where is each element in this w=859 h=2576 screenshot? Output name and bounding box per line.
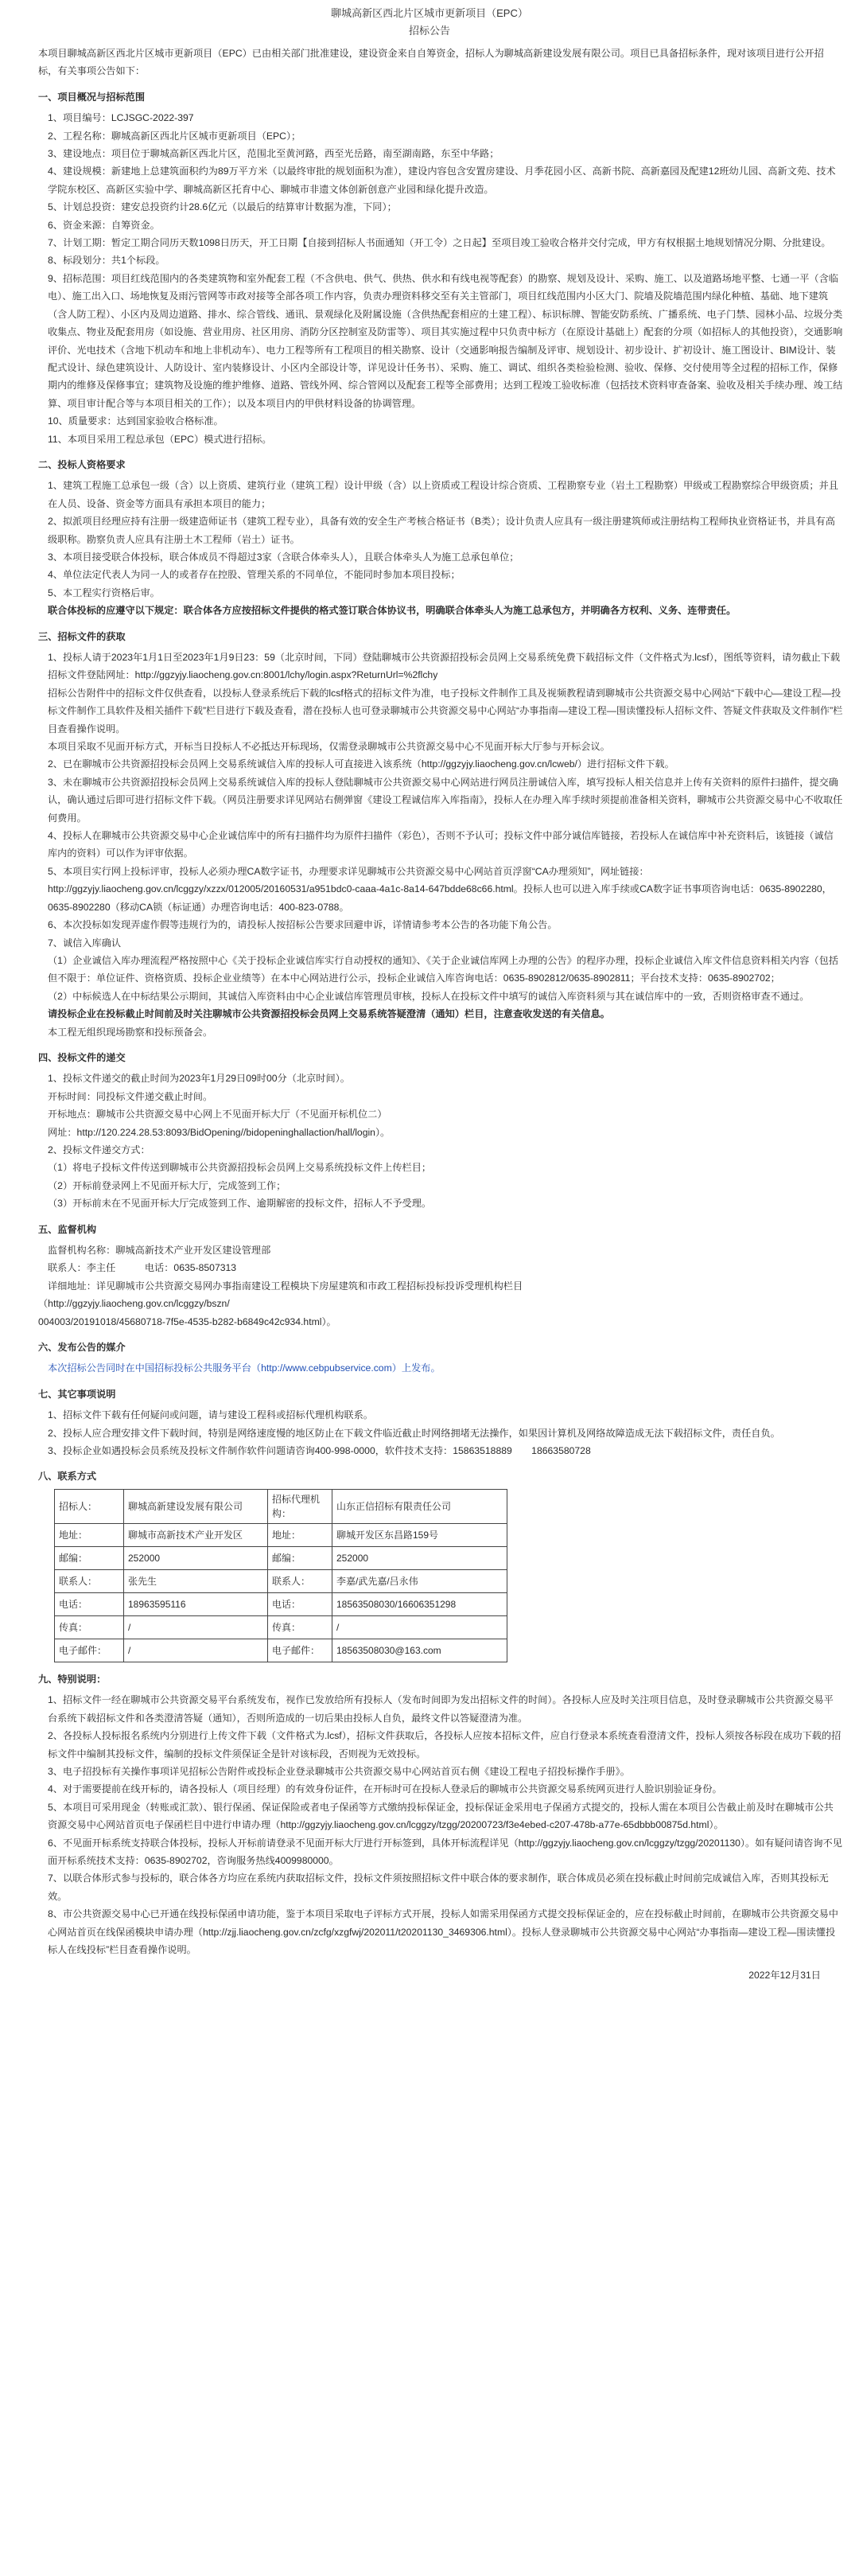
table-cell: 邮编： — [268, 1546, 332, 1569]
s4-item: 开标地点：聊城市公共资源交易中心网上不见面开标大厅（不见面开标机位二） — [48, 1109, 387, 1120]
page-title: 聊城高新区西北片区城市更新项目（EPC） — [331, 7, 528, 19]
table-cell: 252000 — [332, 1546, 507, 1569]
s3-item: 本项目采取不见面开标方式，开标当日投标人不必抵达开标现场，仅需登录聊城市公共资源交易中心不见面开标大厅参与开标会议。 — [48, 741, 610, 753]
table-cell: 18563508030/16606351298 — [332, 1592, 507, 1615]
s3-item: 招标公告附件中的招标文件仅供查看，以投标人登录系统后下载的lcsf格式的招标文件为准，电子投标文件制作工具及视频教程请到聊城市公共资源交易中心网站“下载中心—建设工程—投标文件制作工具软件及相关插件下载”栏目进行下载及查看，潜在投标人也可登录聊城市公共资源交易中心网站“办事指南—建设工程—围读懂投标人招标文件、答疑文件获取及文件制作”栏目查看操作说明。 — [48, 687, 843, 735]
s9-item: 1、招标文件一经在聊城市公共资源交易平台系统发布，视作已发放给所有投标人（发布时间即为发出招标文件的时间）。各投标人应及时关注项目信息，及时登录聊城市公共资源交易平台系统下载招标文件和各类澄清答疑（通知），否则所造成的一切后果由投标人自负，最终文件以答疑澄清为准。 — [48, 1694, 834, 1724]
s5-item: 联系人：李主任 电话：0635-8507313 — [48, 1262, 237, 1274]
s2-item: 4、单位法定代表人为同一人的或者存在控股、管理关系的不同单位，不能同时参加本项目投标； — [48, 569, 461, 581]
s1-item: 10、质量要求：达到国家验收合格标准。 — [48, 415, 223, 427]
s7-item: 1、招标文件下载有任何疑问或问题，请与建设工程科或招标代理机构联系。 — [48, 1409, 373, 1421]
publish-date: 2022年12月31日 — [748, 1970, 821, 1982]
s5-link[interactable]: 004003/20191018/45680718-7f5e-4535-b282-b6849c42c934.html）。 — [38, 1315, 336, 1327]
s3-item: 1、投标人请于2023年1月1日至2023年1月9日23：59（北京时间，下同）登陆聊城市公共资源招投标会员网上交易系统免费下载招标文件（文件格式为.lcsf），图纸等资料，请勿截止下载招标文件登陆网址：http://ggzyjy.liaocheng.gov.cn:8001/lchy/login.aspx?ReturnUrl=%2flchy — [48, 652, 841, 681]
union-note: 联合体投标的应遵守以下规定：联合体各方应按招标文件提供的格式签订联合体协议书，明确联合体牵头人为施工总承包方，并明确各方权利、义务、连带责任。 — [48, 605, 737, 617]
s1-item: 2、工程名称：聊城高新区西北片区城市更新项目（EPC）； — [48, 130, 301, 142]
table-cell: 电子邮件： — [55, 1639, 124, 1662]
s7-item: 3、投标企业如遇投标会员系统及投标文件制作软件问题请咨询400-998-0000，软件技术支持：15863518889 18663580728 — [48, 1445, 591, 1457]
table-cell: 山东正信招标有限责任公司 — [332, 1489, 507, 1523]
s9-item: 7、以联合体形式参与投标的，联合体各方均应在系统内获取招标文件，投标文件须按照招标文件中联合体的要求制作，联合体成员必须在投标截止时间前完成诚信入库，否则其投标无效。 — [48, 1873, 829, 1902]
table-cell: 聊城市高新技术产业开发区 — [124, 1523, 268, 1546]
s3-item: 7、诚信入库确认 — [48, 937, 122, 949]
section-6-title: 六、发布公告的媒介 — [38, 1342, 126, 1354]
table-cell: 聊城高新建设发展有限公司 — [124, 1489, 268, 1523]
table-cell: 传真： — [268, 1615, 332, 1639]
s1-item: 5、计划总投资：建安总投资约计28.6亿元（以最后的结算审计数据为准，下同）； — [48, 201, 397, 213]
s4-item: （2）开标前登录网上不见面开标大厅，完成签到工作； — [48, 1179, 286, 1191]
s1-item: 9、招标范围：项目红线范围内的各类建筑物和室外配套工程（不含供电、供气、供热、供水和有线电视等配套）的勘察、规划及设计、采购、施工、以及道路场地平整、七通一平（含临电）、施工出入口、场地恢复及雨污管网等市政对接等全部各项工作内容，负责办理资料移交至有关主管部门，项目红线范围内小区大门、院墙及院墙范围内绿化种植、基础、地下建筑（含人防工程）、小区内及周边道路、排水、综合管线、通讯、景观绿化及附属设施（含供热配套相应的土建工程）、标识标牌、智能安防系统、广播系统、电子门禁、园林小品、垃圾分类收集点、物业及配套用房（如设施、营业用房、社区用房、消防分区控制室及防雷等）、项目其实施过程中只负责中标方（在原设计基础上）配套的分项（如招标人的其他投资），交通影响评价、光电技术（含地下机动车和地上非机动车）、电力工程等所有工程项目的相关勘察、设计（交通影响报告编制及评审、规划设计、初步设计、扩初设计、施工图设计、BIM设计、装配式设计、绿色建筑设计、人防设计、室内装修设计、小区内全部设计等，详见设计任务书）、采购、施工、调试、组织各类检验检测、验收、保修、交付使用等全过程的招标工作，保修期内的维修及保修事宜；建筑物及设施的维护维修、道路、管线外网、综合管网以及配套工程等全部费用；达到工程竣工验收标准（包括技术资料审查备案、验收及相关手续办理、竣工结算、项目审计配合等与本项目相关的工作）；以及本项目内的甲供材料设备的协调管理。 — [48, 272, 843, 409]
table-cell: 李嘉/武先嘉/吕永伟 — [332, 1569, 507, 1592]
s4-item: 开标时间：同投标文件递交截止时间。 — [48, 1090, 213, 1102]
s4-item: （1）将电子投标文件传送到聊城市公共资源招投标会员网上交易系统投标文件上传栏目； — [48, 1162, 432, 1174]
s9-item: 4、对于需要提前在线开标的，请各投标人（项目经理）的有效身份证件，在开标时可在投标人登录后的聊城市公共资源交易系统网页进行人脸识别验证身份。 — [48, 1783, 722, 1795]
table-row — [55, 1592, 507, 1615]
table-cell: 聊城开发区东昌路159号 — [332, 1523, 507, 1546]
s1-item: 6、资金来源：自筹资金。 — [48, 219, 160, 231]
table-cell: / — [124, 1615, 268, 1639]
table-cell: 邮编： — [55, 1546, 124, 1569]
s1-item: 7、计划工期：暂定工期合同历天数1098日历天，开工日期【自接到招标人书面通知（开工令）之日起】至项目竣工验收合格并交付完成，甲方有权根据土地规划情况分期、分批建设。 — [48, 237, 831, 249]
s1-item: 3、建设地点：项目位于聊城高新区西北片区，范围北至黄河路，西至光岳路，南至湖南路，东至中华路； — [48, 148, 499, 160]
table-cell: 地址： — [268, 1523, 332, 1546]
s4-item: 2、投标文件递交方式： — [48, 1144, 150, 1155]
table-cell: 252000 — [124, 1546, 268, 1569]
section-7-title: 七、其它事项说明 — [38, 1388, 116, 1400]
table-cell: 联系人： — [55, 1569, 124, 1592]
table-cell: 招标人： — [55, 1489, 124, 1523]
section-5-title: 五、监督机构 — [38, 1223, 97, 1235]
section-2-title: 二、投标人资格要求 — [38, 458, 126, 470]
section-9-title: 九、特别说明： — [38, 1673, 107, 1685]
table-cell: 张先生 — [124, 1569, 268, 1592]
table-cell: / — [124, 1639, 268, 1662]
s9-item: 6、不见面开标系统支持联合体投标，投标人开标前请登录不见面开标大厅进行开标签到，具体开标流程详见（http://ggzyjy.liaocheng.gov.cn/lcggzy/tzgg/20201130）。如有疑问请咨询不见面开标系统技术支持：0635-8902702，咨询服务热线4009980000。 — [48, 1837, 842, 1866]
intro-paragraph: 本项目聊城高新区西北片区城市更新项目（EPC）已由相关部门批准建设，建设资金来自自筹资金，招标人为聊城高新建设发展有限公司。项目已具备招标条件，现对该项目进行公开招标，有关事项公告如下： — [38, 48, 824, 77]
table-row — [55, 1523, 507, 1546]
s3-item: 2、已在聊城市公共资源招投标会员网上交易系统诚信入库的投标人可直接进入该系统（http://ggzyjy.liaocheng.gov.cn/lcweb/）进行招标文件下载。 — [48, 758, 674, 770]
table-cell: 电子邮件： — [268, 1639, 332, 1662]
table-cell: 18963595116 — [124, 1592, 268, 1615]
s2-item: 1、建筑工程施工总承包一级（含）以上资质、建筑行业（建筑工程）设计甲级（含）以上资质或工程设计综合资质、工程勘察专业（岩土工程勘察）甲级或工程勘察综合甲级资质；并且在人员、设备、资金等方面具有承担本项目的能力； — [48, 480, 838, 509]
s3-item: 3、未在聊城市公共资源招投标会员网上交易系统诚信入库的投标人登陆聊城市公共资源交易中心网站进行网员注册诚信入库，填写投标人相关信息并上传有关资料的原件扫描件，提交确认，确认通过后即可进行招标文件下载。（网员注册要求详见网站右侧弹窗《建设工程诚信库入库指南》，投标人在办理入库手续时须提前准备相关资料，聊城市公共资源交易中心不收取任何费用。 — [48, 776, 843, 824]
table-cell: 电话： — [268, 1592, 332, 1615]
s3-item: （2）中标候选人在中标结果公示期间，其诚信入库资料由中心企业诚信库管理员审核，投标人在投标文件中填写的诚信入库资料须与其在诚信库中的一致，否则资格审查不通过。 — [48, 990, 810, 1002]
s7-item: 2、投标人应合理安排文件下载时间，特别是网络速度慢的地区防止在下载文件临近截止时网络拥堵无法操作，如果因计算机及网络故障造成无法下载招标文件，责任自负。 — [48, 1427, 780, 1439]
s5-item: 监督机构名称：聊城高新技术产业开发区建设管理部 — [48, 1245, 271, 1256]
s3-item: 4、投标人在聊城市公共资源交易中心企业诚信库中的所有扫描件均为原件扫描件（彩色），否则不予认可；投标文件中部分诚信库链接，若投标人在诚信库中补充资料后，该链接（诚信库内的资料）可以作为评审依据。 — [48, 830, 834, 859]
section-3-title: 三、招标文件的获取 — [38, 630, 126, 642]
table-cell: 地址： — [55, 1523, 124, 1546]
table-cell: 联系人： — [268, 1569, 332, 1592]
section-4-title: 四、投标文件的递交 — [38, 1051, 126, 1063]
table-cell: 招标代理机构： — [268, 1489, 332, 1523]
s2-item: 5、本工程实行资格后审。 — [48, 587, 160, 598]
s3-notice: 请投标企业在投标截止时间前及时关注聊城市公共资源招投标会员网上交易系统答疑澄清（通知）栏目，注意查收发送的有关信息。 — [48, 1008, 610, 1020]
contact-table — [54, 1489, 507, 1662]
s5-item: 详细地址：详见聊城市公共资源交易网办事指南建设工程模块下房屋建筑和市政工程招标投标投诉受理机构栏目 — [48, 1280, 523, 1292]
table-cell: 传真： — [55, 1615, 124, 1639]
table-cell: 18563508030@163.com — [332, 1639, 507, 1662]
s1-item: 4、建设规模：新建地上总建筑面积约为89万平方米（以最终审批的规划面积为准），建设内容包含安置房建设、月季花园小区、高新书院、高新嘉园及配建12班幼儿园、高新文苑、技术学院东校区、高新区实验中学、聊城高新区托育中心、聊城市非遗文体创新创意产业园和绿化提升改造。 — [48, 166, 836, 195]
s1-item: 1、项目编号：LCJSGC-2022-397 — [48, 112, 194, 124]
s4-item: 1、投标文件递交的截止时间为2023年1月29日09时00分（北京时间）。 — [48, 1073, 350, 1085]
table-row — [55, 1615, 507, 1639]
s9-item: 8、市公共资源交易中心已开通在线投标保函申请功能，鉴于本项目采取电子评标方式开展，投标人如需采用保函方式提交投标保证金的，应在投标截止时间前，在聊城市公共资源交易中心网站首页在线保函模块申请办理（http://zjj.liaocheng.gov.cn/zcfg/xzgfwj/202011/t20201130_3469306.html）。投标人登录聊城市公共资源交易中心网站“办事指南—建设工程—围读懂投标人在线投标”栏目查看操作说明。 — [48, 1908, 838, 1955]
s9-item: 2、各投标人投标报名系统内分别进行上传文件下载（文件格式为.lcsf），招标文件获取后，各投标人应按本招标文件，应自行登录本系统查看澄清文件，投标人须按各标段在成功下载的招标文件中编制其投标文件，编制的投标文件须保证全是针对该标段，否则视为无效投标。 — [48, 1730, 842, 1760]
s5-link[interactable]: （http://ggzyjy.liaocheng.gov.cn/lcggzy/bszn/ — [38, 1298, 230, 1310]
s1-item: 8、标段划分：共1个标段。 — [48, 255, 165, 267]
page-subtitle: 招标公告 — [408, 25, 450, 37]
table-row — [55, 1639, 507, 1662]
s3-item: （1）企业诚信入库办理流程严格按照中心《关于投标企业诚信库实行自动授权的通知》、《关于企业诚信库网上办理的公告》的程序办理，投标企业诚信入库文件信息资料相关内容（包括但不限于：单位证件、资格资质、投标企业业绩等）在本中心网站进行公示，投标企业诚信入库咨询电话：0635-8902812/0635-8902811；平台技术支持：0635-8902702； — [48, 954, 838, 984]
s9-item: 5、本项目可采用现金（转账或汇款）、银行保函、保证保险或者电子保函等方式缴纳投标保证金，投标保证金采用电子保函方式提交的，投标人需在本项目公告截止前及时在聊城市公共资源交易中心网站首页电子保函栏目中进行申请办理（http://ggzyjy.liaocheng.gov.cn/lcggzy/tzgg/20200723/f3e4ebed-c207-478b-a77e-65dbbb00875d.html）。 — [48, 1801, 834, 1831]
table-row — [55, 1489, 507, 1523]
s9-item: 3、电子招投标有关操作事项详见招标公告附件或投标企业登录聊城市公共资源交易中心网站首页右侧《建设工程电子招投标操作手册》。 — [48, 1765, 630, 1777]
section-8-title: 八、联系方式 — [38, 1471, 97, 1483]
s2-item: 2、拟派项目经理应持有注册一级建造师证书（建筑工程专业），具备有效的安全生产考核合格证书（B类）；设计负责人应具有一级注册建筑师或注册结构工程师执业资格证书，并具有高级职称。勘察负责人应具有注册土木工程师（岩土）证书。 — [48, 516, 835, 545]
table-row — [55, 1569, 507, 1592]
s3-item: 本工程无组织现场勘察和投标预备会。 — [48, 1026, 213, 1038]
s4-item: 网址：http://120.224.28.53:8093/BidOpening//bidopeninghallaction/hall/login）。 — [48, 1126, 391, 1138]
s3-item: 6、本次投标如发现弄虚作假等违规行为的，请投标人按招标公告要求回避申诉，详情请参考本公告的各功能下角公告。 — [48, 919, 558, 931]
table-row — [55, 1546, 507, 1569]
s4-item: （3）开标前未在不见面开标大厅完成签到工作、逾期解密的投标文件，招标人不予受理。 — [48, 1198, 432, 1210]
s3-item: 5、本项目实行网上投标评审，投标人必须办理CA数字证书，办理要求详见聊城市公共资源交易中心网站首页浮窗“CA办理须知”，网址链接：http://ggzyjy.liaocheng.gov.cn/lcggzy/xzzx/012005/20160531/a951bdc0-caaa-4a1c-8a14-647bdde68c66.html。投标人也可以进入库手续或CA数字证书事项咨询电话：0635-8902280，0635-8902280（移动CA锁（标证通）办理咨询电话：400-823-0788。 — [48, 865, 832, 913]
table-cell: 电话： — [55, 1592, 124, 1615]
s2-item: 3、本项目接受联合体投标，联合体成员不得超过3家（含联合体牵头人），且联合体牵头人为施工总承包单位； — [48, 551, 519, 563]
table-cell: / — [332, 1615, 507, 1639]
section-1-title: 一、项目概况与招标范围 — [38, 91, 146, 103]
s1-item: 11、本项目采用工程总承包（EPC）模式进行招标。 — [48, 433, 272, 445]
s6-media-link[interactable]: 本次招标公告同时在中国招标投标公共服务平台（http://www.cebpubservice.com）上发布。 — [48, 1362, 441, 1374]
